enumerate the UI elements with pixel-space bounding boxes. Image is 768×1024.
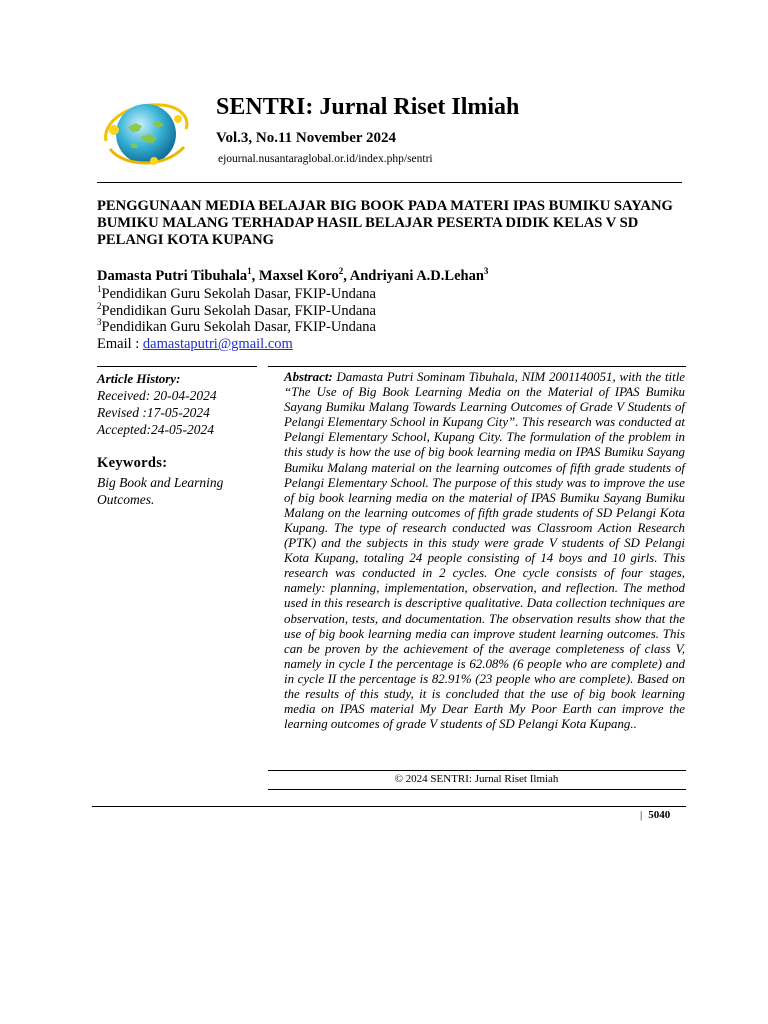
copyright: © 2024 SENTRI: Jurnal Riset Ilmiah (394, 773, 559, 785)
footer-divider (92, 806, 686, 807)
email-link[interactable]: damastaputri@gmail.com (142, 336, 293, 352)
keywords-title: Keywords: (97, 455, 168, 471)
affiliation-text: Pendidikan Guru Sekolah Dasar, FKIP-Undana (101, 303, 376, 319)
page-separator: | (640, 809, 643, 821)
affiliation (97, 286, 376, 303)
page-number (640, 809, 670, 821)
affiliation-sup: 1 (97, 284, 102, 295)
abstract-bottom-rule (268, 770, 686, 771)
author-separator: , (343, 268, 350, 284)
affiliation-text: Pendidikan Guru Sekolah Dasar, FKIP-Undana (101, 286, 376, 302)
abstract-label: Abstract: (284, 370, 333, 384)
author-name: Andriyani A.D.Lehan (349, 268, 484, 284)
email-line (97, 336, 293, 353)
affiliation-text: Pendidikan Guru Sekolah Dasar, FKIP-Undana (101, 319, 376, 335)
keywords-text: Big Book and Learning Outcomes. (97, 475, 224, 507)
abstract-top-rule (268, 366, 686, 367)
email-label: Email : (97, 336, 143, 352)
author-separator: , (251, 268, 259, 284)
affiliation-sup: 3 (97, 317, 102, 328)
journal-title: SENTRI: Jurnal Riset Ilmiah (216, 94, 520, 120)
article-title: PENGGUNAAN MEDIA BELAJAR BIG BOOK PADA MATERI IPAS BUMIKU SAYANG BUMIKU MALANG TERHADAP HASIL BELAJAR PESERTA DIDIK KELAS V SD PELANGI KOTA KUPANG (97, 198, 673, 248)
author-list (97, 268, 488, 285)
author-sup: 3 (483, 266, 489, 277)
affiliation-sup: 2 (97, 301, 102, 312)
journal-volume: Vol.3, No.11 November 2024 (216, 130, 396, 146)
left-column-top-rule (97, 366, 257, 367)
affiliation (97, 319, 376, 336)
abstract-end-rule (268, 789, 686, 790)
revised-date: Revised :17-05-2024 (97, 405, 210, 420)
page-number-value: 5040 (648, 809, 671, 821)
abstract-text: Damasta Putri Sominam Tibuhala, NIM 2001140051, with the title “The Use of Big Book Learning Media on the Material of IPAS Bumiku Sayang Bumiku Malang Towards Learning Outcomes of Grade V Students of Pelangi Elementary School in Kupang City”. This research was conducted at Pelangi Elementary School, Kupang City. The formulation of the problem in this study is how the use of big book learning media on IPAS Bumiku Sayang Bumiku Malang material on the learning outcomes of fifth grade students of Pelangi Elementary School. The purpose of this study was to improve the use of big book learning media on the material of IPAS Bumiku Sayang Bumiku Malang on the learning outcomes of fifth grade students of SD Pelangi Kota Kupang. The type of research conducted was Classroom Action Research (PTK) and the subjects in this study were grade V students of SD Pelangi Kota Kupang, totaling 24 people consisting of 14 boys and 10 girls. This research was conducted in 2 cycles. One cycle consists of four stages, namely: planning, implementation, observation, and reflection. The method used in this research is descriptive qualitative. Data collection techniques are observation, tests, and documentation. The observation results show that the use of big book learning media can improve student learning outcomes. This can be proven by the achievement of the average completeness of class V, namely in cycle I the percentage is 62.08% (6 people who are complete) and in cycle II the percentage is 82.91% (23 people who are complete). Based on the results of this study, it is concluded that the use of big book learning media on IPAS material My Dear Earth My Poor Earth can improve the learning outcomes of grade V students of SD Pelangi Kota Kupang.. (284, 370, 685, 732)
accepted-date: Accepted:24-05-2024 (97, 422, 214, 437)
abstract (284, 370, 685, 732)
history-title: Article History: (97, 371, 181, 386)
received-date: Received: 20-04-2024 (97, 388, 217, 403)
author-sup: 1 (247, 266, 252, 277)
author-sup: 2 (338, 266, 344, 277)
journal-url[interactable]: ejournal.nusantaraglobal.or.id/index.php/sentri (218, 153, 433, 165)
author-name: Maxsel Koro (258, 268, 339, 284)
header-divider (97, 182, 682, 183)
globe-logo-icon (100, 97, 192, 169)
affiliation (97, 303, 376, 320)
article-info-column (97, 371, 257, 508)
author-name: Damasta Putri Tibuhala (97, 268, 248, 284)
